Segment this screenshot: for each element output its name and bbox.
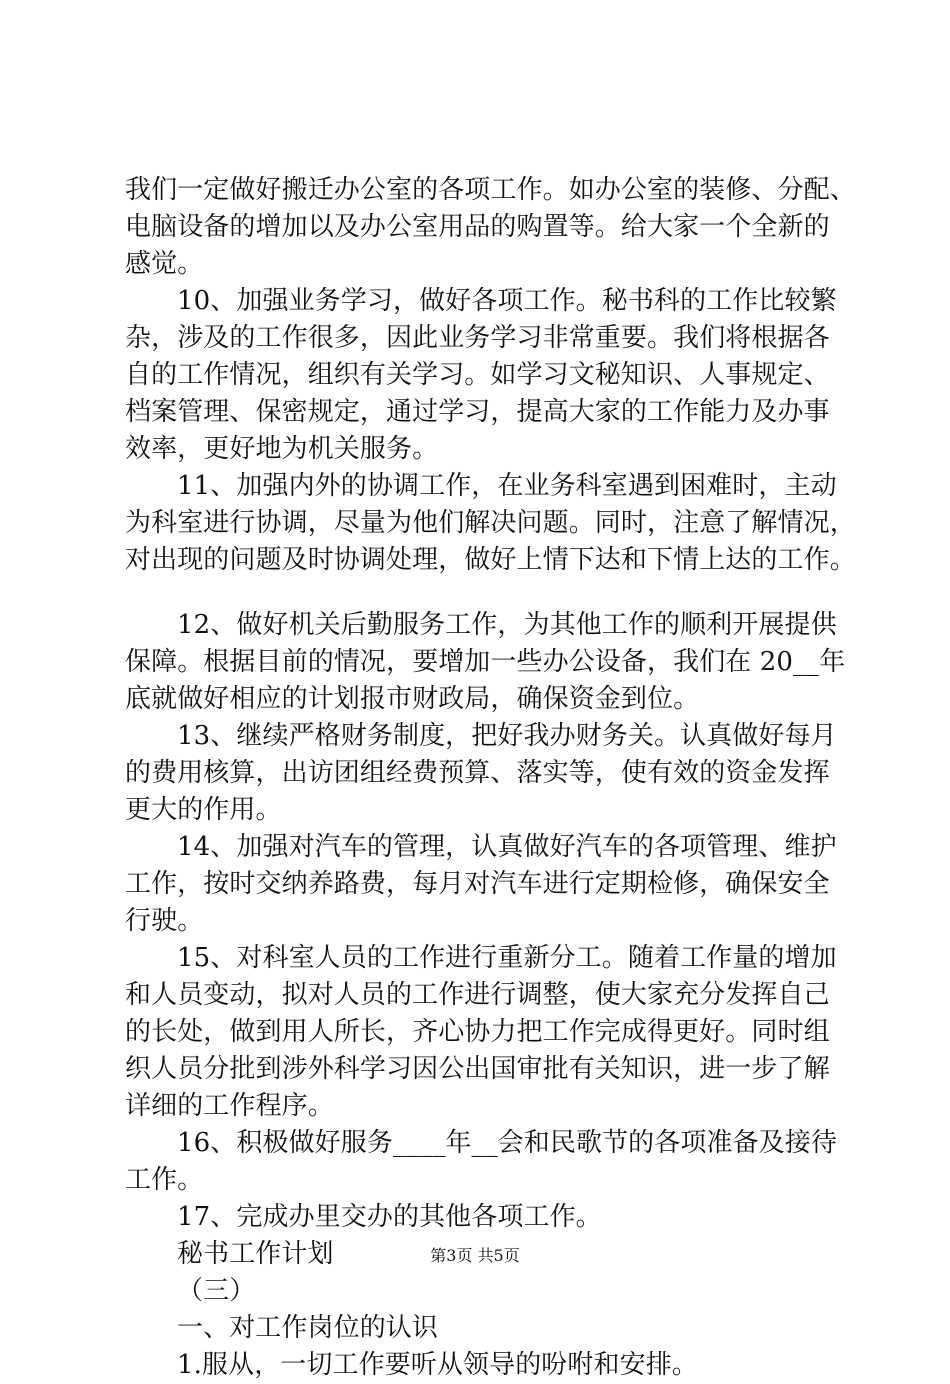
- body-line: 的费用核算，出访团组经费预算、落实等，使有效的资金发挥: [125, 758, 830, 788]
- paragraph-14-start: 14、加强对汽车的管理，认真做好汽车的各项管理、维护: [177, 832, 837, 862]
- body-line: 电脑设备的增加以及办公室用品的购置等。给大家一个全新的: [125, 212, 830, 242]
- subsection-heading: 一、对工作岗位的认识: [177, 1313, 439, 1343]
- body-line: 工作，按时交纳养路费，每月对汽车进行定期检修，确保安全: [125, 869, 830, 899]
- section-title: 秘书工作计划: [177, 1239, 334, 1269]
- body-line: 详细的工作程序。: [125, 1091, 334, 1121]
- body-line: 更大的作用。: [125, 795, 282, 825]
- paragraph-gap: [125, 579, 841, 607]
- body-line: 档案管理、保密规定，通过学习，提高大家的工作能力及办事: [125, 397, 830, 427]
- body-line: 杂，涉及的工作很多，因此业务学习非常重要。我们将根据各: [125, 323, 830, 353]
- list-item-1: 1.服从，一切工作要听从领导的吩咐和安排。: [177, 1350, 698, 1380]
- paragraph-17: 17、完成办里交办的其他各项工作。: [177, 1202, 602, 1232]
- body-line: 为科室进行协调，尽量为他们解决问题。同时，注意了解情况，: [125, 508, 856, 538]
- body-line: 工作。: [125, 1165, 204, 1195]
- section-number: （三）: [177, 1276, 256, 1306]
- body-line: 自的工作情况，组织有关学习。如学习文秘知识、人事规定、: [125, 360, 830, 390]
- paragraph-13-start: 13、继续严格财务制度，把好我办财务关。认真做好每月: [177, 721, 837, 751]
- body-line: 对出现的问题及时协调处理，做好上情下达和下情上达的工作。: [125, 545, 856, 575]
- body-line: 行驶。: [125, 906, 204, 936]
- body-line: 感觉。: [125, 249, 204, 279]
- body-line: 效率，更好地为机关服务。: [125, 434, 439, 464]
- document-body: [125, 172, 856, 1384]
- paragraph-15-start: 15、对科室人员的工作进行重新分工。随着工作量的增加: [177, 943, 837, 973]
- page-number-label: 第3页 共5页: [430, 1246, 520, 1265]
- body-line: 我们一定做好搬迁办公室的各项工作。如办公室的装修、分配、: [125, 175, 856, 205]
- body-line: 的长处，做到用人所长，齐心协力把工作完成得更好。同时组: [125, 1017, 830, 1047]
- paragraph-16-start: 16、积极做好服务____年__会和民歌节的各项准备及接待: [177, 1128, 837, 1158]
- paragraph-11-start: 11、加强内外的协调工作，在业务科室遇到困难时，主动: [177, 471, 837, 501]
- paragraph-12-start: 12、做好机关后勤服务工作，为其他工作的顺利开展提供: [177, 610, 837, 640]
- body-line: 底就做好相应的计划报市财政局，确保资金到位。: [125, 684, 700, 714]
- body-line: 和人员变动，拟对人员的工作进行调整，使大家充分发挥自己: [125, 980, 830, 1010]
- body-line: 织人员分批到涉外科学习因公出国审批有关知识，进一步了解: [125, 1054, 830, 1084]
- page-footer: [0, 1246, 950, 1266]
- body-line: 保障。根据目前的情况，要增加一些办公设备，我们在 20__年: [125, 647, 846, 677]
- paragraph-10-start: 10、加强业务学习，做好各项工作。秘书科的工作比较繁: [177, 286, 837, 316]
